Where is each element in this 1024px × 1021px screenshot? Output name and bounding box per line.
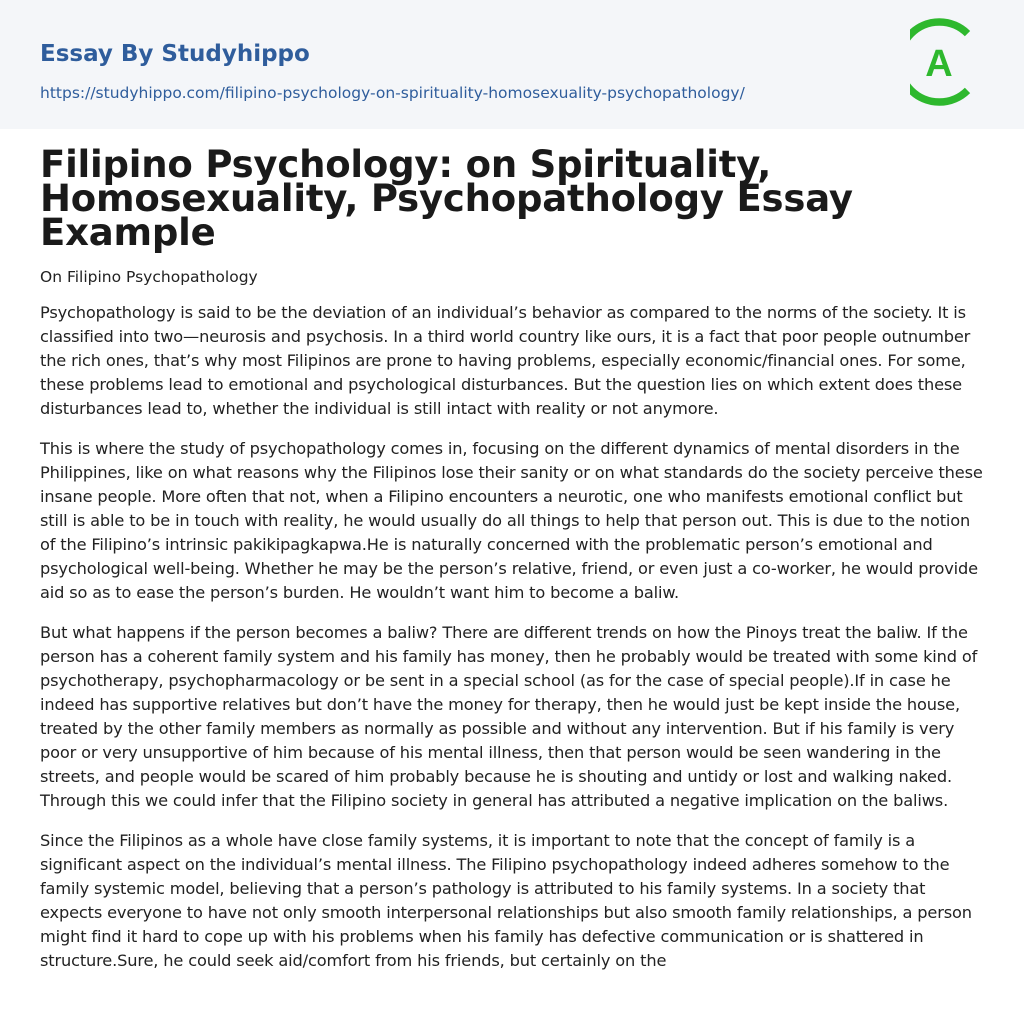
article-subtitle: On Filipino Psychopathology bbox=[40, 268, 258, 286]
site-brand[interactable]: Essay By Studyhippo bbox=[40, 41, 310, 67]
paragraph-1: Psychopathology is said to be the deviation of an individual’s behavior as compared to the norms of the society. It is classified into two—neurosis and psychosis. In a third world country like ours, it is a fact that poor people outnumber the rich ones, that’s why most Filipinos are prone to having problems, especially economic/financial ones. For some, these problems lead to emotional and psychological disturbances. But the question lies on which extent does these disturbances lead to, whether the individual is still intact with reality or not anymore. bbox=[40, 303, 971, 418]
article bbox=[0, 143, 1024, 973]
paragraph-4: Since the Filipinos as a whole have close family systems, it is important to note that the concept of family is a significant aspect on the individual’s mental illness. The Filipino psychopathology indeed adheres somehow to the family systemic model, believing that a person’s pathology is attributed to his family systems. In a society that expects everyone to have not only smooth interpersonal relationships but also smooth family relationships, a person might find it hard to cope up with his problems when his family has defective communication or is shattered in structure.Sure, he could seek aid/comfort from his friends, but certainly on the bbox=[40, 831, 972, 970]
paragraph-2: This is where the study of psychopathology comes in, focusing on the different dynamics of mental disorders in the Philippines, like on what reasons why the Filipinos lose their sanity or on what standards do the society perceive these insane people. More often that not, when a Filipino encounters a neurotic, one who manifests emotional conflict but still is able to be in touch with reality, he would usually do all things to help that person out. This is due to the notion of the Filipino’s intrinsic pakikipagkapwa.He is naturally concerned with the problematic person’s emotional and psychological well-being. Whether he may be the person’s relative, friend, or even just a co-worker, he would provide aid so as to ease the person’s burden. He wouldn’t want him to become a baliw. bbox=[40, 439, 983, 602]
site-header bbox=[0, 0, 1024, 129]
studyhippo-logo-icon[interactable] bbox=[910, 18, 988, 106]
article-url-link[interactable]: https://studyhippo.com/filipino-psychology-on-spirituality-homosexuality-psychopathology/ bbox=[40, 84, 745, 102]
svg-text:A: A bbox=[925, 43, 953, 85]
page-title: Filipino Psychology: on Spirituality, Homosexuality, Psychopathology Essay Example bbox=[40, 143, 853, 254]
paragraph-3: But what happens if the person becomes a baliw? There are different trends on how the Pinoys treat the baliw. If the person has a coherent family system and his family has money, then he probably would be treated with some kind of psychotherapy, psychopharmacology or be sent in a special school (as for the case of special people).If in case he indeed has supportive relatives but don’t have the money for therapy, then he would just be kept inside the house, treated by the other family members as normally as possible and without any intervention. But if his family is very poor or very unsupportive of him because of his mental illness, then that person would be seen wandering in the streets, and people would be scared of him probably because he is shouting and untidy or lost and walking naked. Through this we could infer that the Filipino society in general has attributed a negative implication on the baliws. bbox=[40, 623, 978, 810]
